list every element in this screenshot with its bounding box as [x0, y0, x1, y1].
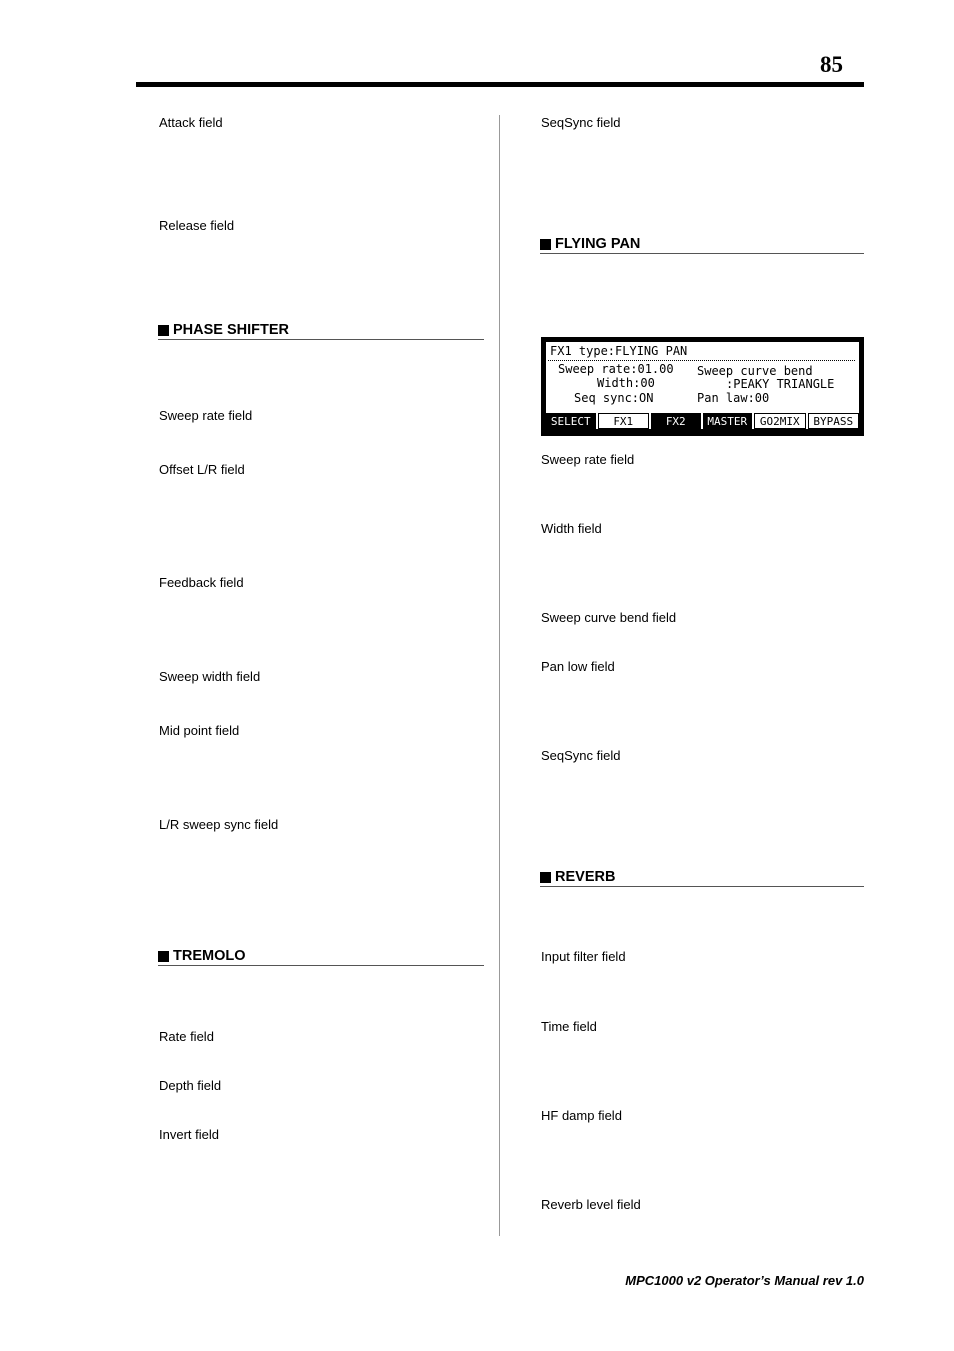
lcd-pan-law: Pan law:00	[697, 391, 770, 405]
hf-damp-field-label: HF damp field	[541, 1108, 622, 1123]
lcd-seq-sync: Seq sync:ON	[574, 391, 654, 405]
softkey-fx2: FX2	[651, 413, 701, 429]
footer-manual-title: MPC1000 v2 Operator’s Manual rev 1.0	[625, 1273, 864, 1288]
invert-field-label: Invert field	[159, 1127, 219, 1142]
softkey-go2mix: GO2MIX	[754, 413, 806, 429]
sweep-rate-field-label: Sweep rate field	[159, 408, 253, 423]
time-field-label: Time field	[541, 1019, 597, 1034]
section-title: FLYING PAN	[555, 236, 641, 252]
mid-point-field-label: Mid point field	[159, 723, 240, 738]
flying-pan-heading	[540, 237, 864, 254]
lr-sweep-sync-field-label: L/R sweep sync field	[159, 817, 279, 832]
section-title: TREMOLO	[173, 948, 246, 964]
section-square-icon	[540, 239, 551, 250]
softkey-fx1: FX1	[598, 413, 650, 429]
softkey-bypass: BYPASS	[808, 413, 860, 429]
softkey-select: SELECT	[546, 413, 596, 429]
section-square-icon	[158, 325, 169, 336]
lcd-sweep-curve-bend: Sweep curve bend	[697, 364, 813, 378]
page-number: 85	[820, 52, 843, 77]
reverb-heading	[540, 870, 864, 887]
lcd-screen	[541, 337, 864, 436]
lcd-softkeys	[546, 413, 859, 429]
fp-width-field-label: Width field	[541, 521, 602, 536]
softkey-master: MASTER	[703, 413, 753, 429]
lcd-title: FX1 type:FLYING PAN	[550, 344, 688, 358]
lcd-width: Width:00	[597, 376, 655, 390]
fp-seqsync-field-label: SeqSync field	[541, 748, 621, 763]
rate-field-label: Rate field	[159, 1029, 214, 1044]
depth-field-label: Depth field	[159, 1078, 222, 1093]
fp-sweep-curve-bend-field-label: Sweep curve bend field	[541, 610, 677, 625]
fp-sweep-rate-field-label: Sweep rate field	[541, 452, 635, 467]
fp-pan-low-field-label: Pan low field	[541, 659, 615, 674]
feedback-field-label: Feedback field	[159, 575, 244, 590]
column-divider	[499, 115, 500, 1236]
tremolo-heading	[158, 949, 484, 966]
release-field-label: Release field	[159, 218, 235, 233]
section-square-icon	[158, 951, 169, 962]
section-title: PHASE SHIFTER	[173, 322, 290, 338]
header-rule	[136, 82, 864, 87]
attack-field-label: Attack field	[159, 115, 223, 130]
lcd-sweep-rate: Sweep rate:01.00	[558, 362, 674, 376]
lcd-title-bar	[548, 344, 855, 361]
reverb-level-field-label: Reverb level field	[541, 1197, 641, 1212]
lcd-display	[546, 342, 859, 429]
input-filter-field-label: Input filter field	[541, 949, 626, 964]
seqsync-field-label: SeqSync field	[541, 115, 621, 130]
section-square-icon	[540, 872, 551, 883]
sweep-width-field-label: Sweep width field	[159, 669, 261, 684]
offset-lr-field-label: Offset L/R field	[159, 462, 245, 477]
phase-shifter-heading	[158, 323, 484, 340]
section-title: REVERB	[555, 869, 616, 885]
lcd-curve-value: :PEAKY TRIANGLE	[726, 377, 835, 391]
